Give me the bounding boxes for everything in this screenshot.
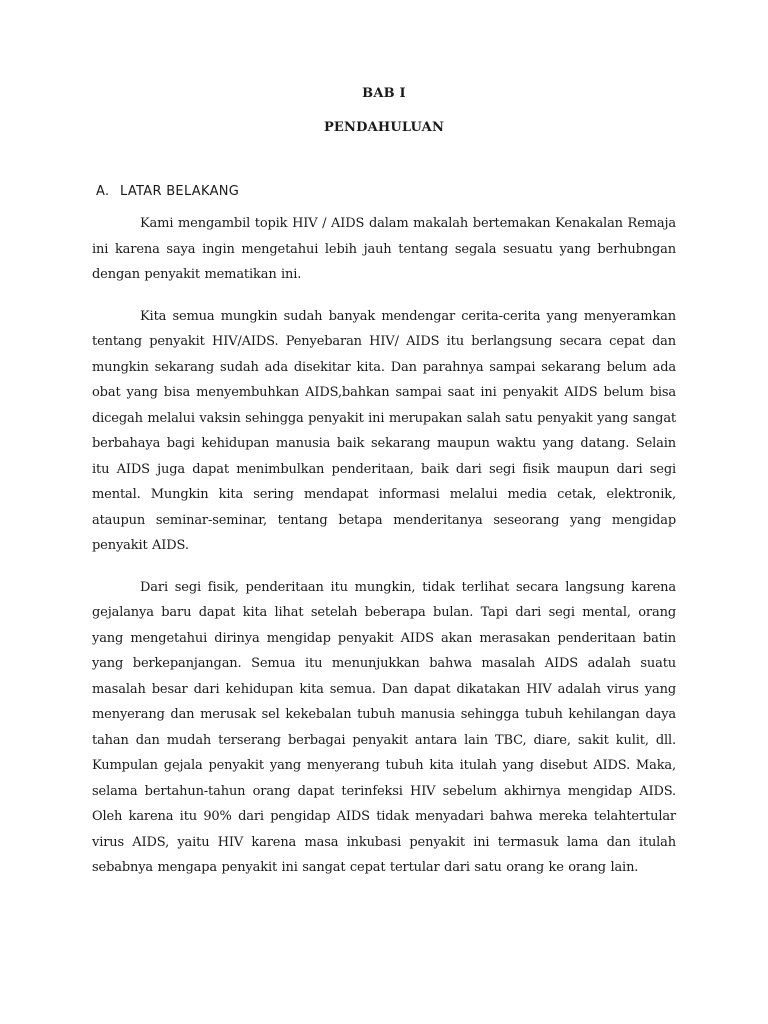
body-paragraph-3: Dari segi fisik, penderitaan itu mungkin, tidak terlihat secara langsung karena gejalanya baru dapat kita lihat setelah beberapa bulan. Tapi dari segi mental, orang yang mengetahui dirinya mengidap penyakit AIDS akan merasakan penderitaan batin yang berkepanjangan. Semua itu menunjukkan bahwa masalah AIDS adalah suatu masalah besar dari kehidupan kita semua. Dan dapat dikatakan HIV adalah virus yang menyerang dan merusak sel kekebalan tubuh manusia sehingga tubuh kehilangan daya tahan dan mudah terserang berbagai penyakit antara lain TBC, diare, sakit kulit, dll. Kumpulan gejala penyakit yang menyerang tubuh kita itulah yang disebut AIDS. Maka, selama bertahun-tahun orang dapat terinfeksi HIV sebelum akhirnya mengidap AIDS. Oleh karena itu 90% dari pengidap AIDS tidak menyadari bahwa mereka telahtertular virus AIDS, yaitu HIV karena masa inkubasi penyakit ini termasuk lama dan itulah sebabnya mengapa penyakit ini sangat cepat tertular dari satu orang ke orang lain. (92, 579, 676, 875)
section-heading (96, 183, 676, 201)
document-page (92, 85, 676, 897)
chapter-number: BAB I (362, 86, 406, 101)
section-title: LATAR BELAKANG (120, 184, 240, 199)
section-letter: A. (96, 184, 110, 199)
chapter-title: PENDAHULUAN (323, 120, 445, 135)
body-paragraph-2: Kita semua mungkin sudah banyak mendengar cerita-cerita yang menyeramkan tentang penyakit HIV/AIDS. Penyebaran HIV/ AIDS itu berlangsung secara cepat dan mungkin sekarang sudah ada disekitar kita. Dan parahnya sampai sekarang belum ada obat yang bisa menyembuhkan AIDS,bahkan sampai saat ini penyakit AIDS belum bisa dicegah melalui vaksin sehingga penyakit ini merupakan salah satu penyakit yang sangat berbahaya bagi kehidupan manusia baik sekarang maupun waktu yang datang. Selain itu AIDS juga dapat menimbulkan penderitaan, baik dari segi fisik maupun dari segi mental. Mungkin kita sering mendapat informasi melalui media cetak, elektronik, ataupun seminar-seminar, tentang betapa menderitanya seseorang yang mengidap penyakit AIDS. (92, 308, 676, 553)
body-paragraph-1: Kami mengambil topik HIV / AIDS dalam makalah bertemakan Kenakalan Remaja ini karena saya ingin mengetahui lebih jauh tentang segala sesuatu yang berhubngan dengan penyakit mematikan ini. (92, 216, 676, 282)
